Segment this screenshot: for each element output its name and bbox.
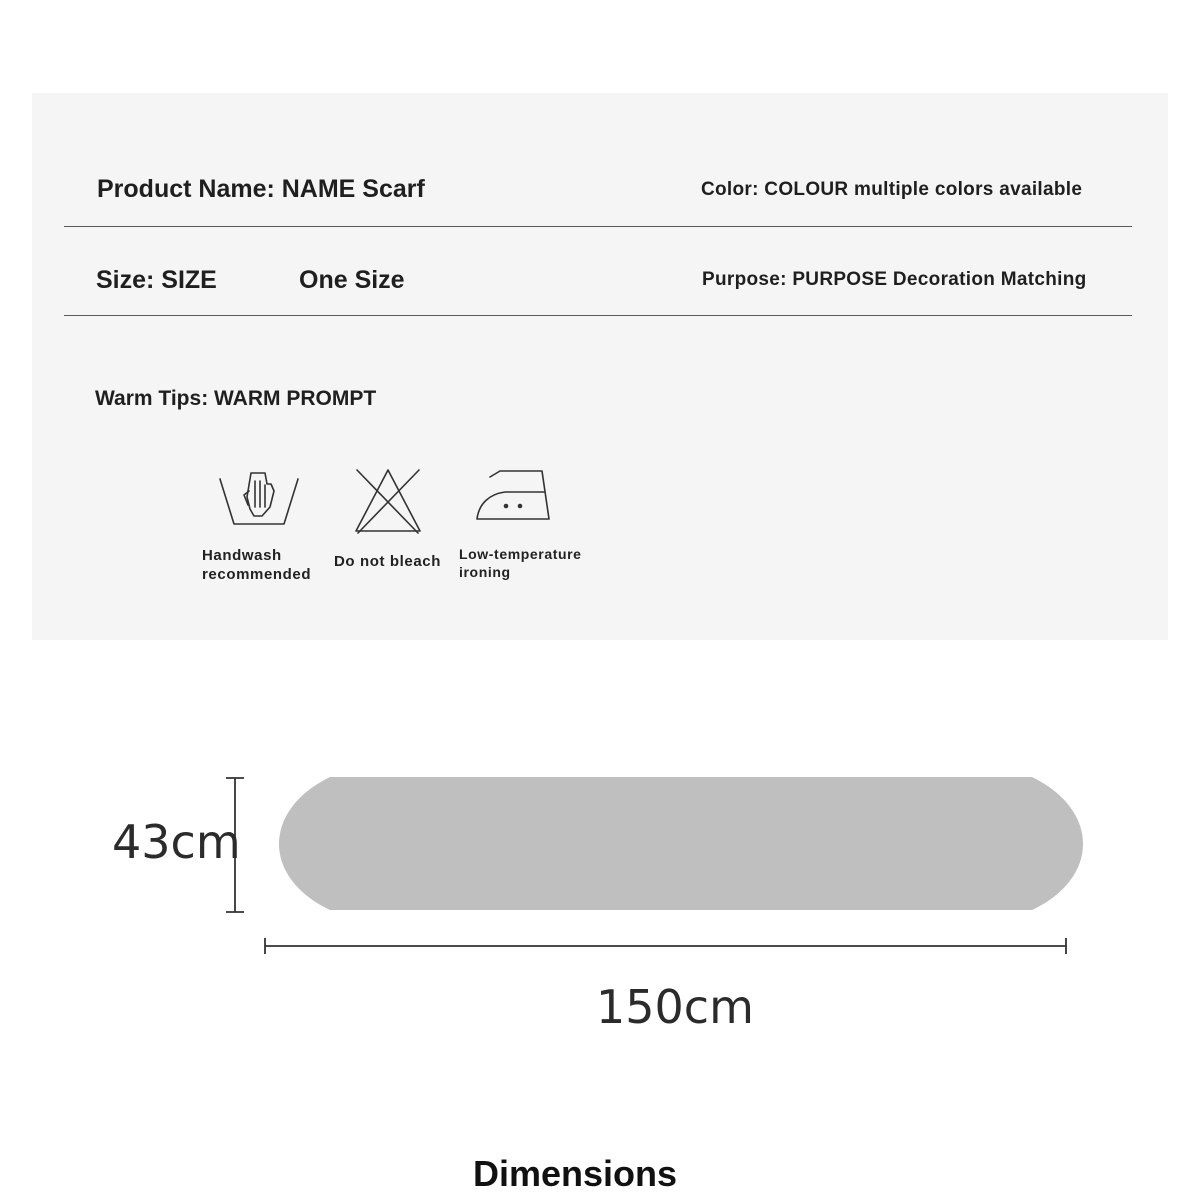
care-label-line: Handwash — [202, 547, 282, 564]
care-label-handwash — [202, 546, 311, 584]
care-label-low-temperature-ironing — [459, 545, 582, 581]
product-size-label: Size: SIZE — [96, 266, 217, 294]
scarf-shape — [279, 777, 1083, 910]
product-color: Color: COLOUR multiple colors available — [701, 179, 1083, 200]
width-label: 150cm — [596, 980, 754, 1034]
care-label-do-not-bleach — [334, 552, 441, 571]
divider-bottom — [64, 315, 1132, 316]
do-not-bleach-icon — [352, 467, 424, 535]
height-label: 43cm — [112, 815, 241, 869]
low-temperature-iron-icon — [474, 467, 554, 527]
care-label-line: Low-temperature — [459, 546, 582, 562]
scarf-dimension-diagram — [0, 760, 1200, 980]
care-label-line: recommended — [202, 566, 312, 583]
product-size-value: One Size — [299, 266, 405, 294]
dimensions-title: Dimensions — [472, 1153, 678, 1194]
divider-top — [64, 226, 1132, 227]
care-label-line: Do not bleach — [334, 553, 441, 570]
warm-tips: Warm Tips: WARM PROMPT — [95, 387, 377, 410]
product-name: Product Name: NAME Scarf — [97, 175, 425, 203]
product-info-panel — [32, 93, 1168, 640]
product-purpose: Purpose: PURPOSE Decoration Matching — [702, 269, 1087, 290]
care-label-line: ironing — [459, 564, 511, 580]
handwash-icon — [218, 469, 300, 529]
width-dimension-line — [265, 938, 1066, 954]
